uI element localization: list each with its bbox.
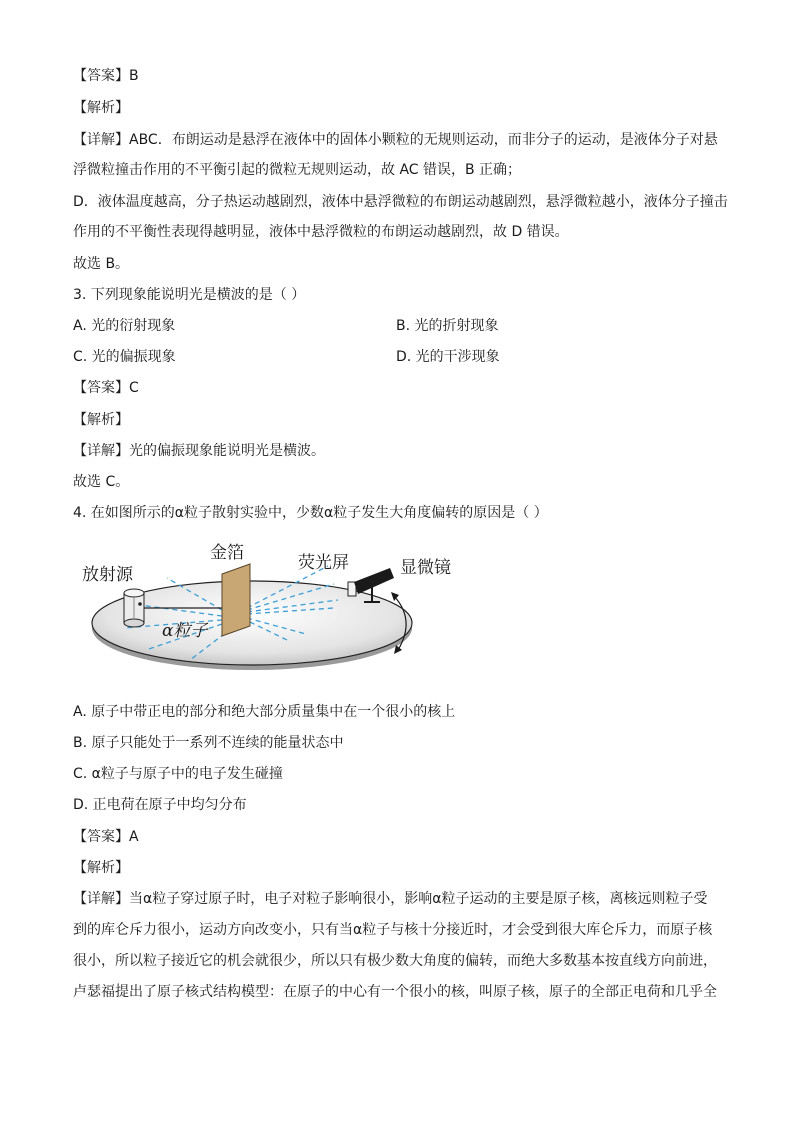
- q2-analysis-heading: 【解析】: [73, 100, 129, 116]
- alpha-scattering-figure: [72, 538, 451, 678]
- q4-detail-line-4: 卢瑟福提出了原子核式结构模型：在原子的中心有一个很小的核，叫原子核，原子的全部正电荷和几乎全: [73, 984, 717, 1000]
- alpha-scattering-diagram: [72, 538, 432, 678]
- q4-detail-line-2: 到的库仑斥力很小，运动方向改变小，只有当α粒子与核十分接近时，才会受到很大库仑斥力，而原子核: [73, 922, 713, 938]
- label-alpha-particle: α粒子: [162, 621, 208, 641]
- q4-answer: 【答案】A: [73, 829, 139, 845]
- q3-option-a: A. 光的衍射现象: [73, 318, 176, 334]
- q3-analysis-heading: 【解析】: [73, 412, 129, 428]
- q4-option-c: C. α粒子与原子中的电子发生碰撞: [73, 766, 283, 782]
- q4-question: 4. 在如图所示的α粒子散射实验中，少数α粒子发生大角度偏转的原因是（ ）: [73, 505, 548, 521]
- q2-detail-line-4: 作用的不平衡性表现得越明显，液体中悬浮微粒的布朗运动越剧烈，故 D 错误。: [73, 224, 569, 240]
- q3-option-b: B. 光的折射现象: [396, 318, 499, 334]
- q2-answer: 【答案】B: [73, 68, 139, 84]
- q3-conclusion: 故选 C。: [73, 474, 130, 490]
- gold-foil: [222, 564, 250, 636]
- q4-detail-line-3: 很小，所以粒子接近它的机会就很少，所以只有极少数大角度的偏转，而绝大多数基本按直线方向前进，: [73, 953, 717, 969]
- q4-option-a: A. 原子中带正电的部分和绝大部分质量集中在一个很小的核上: [73, 704, 456, 720]
- q4-option-d: D. 正电荷在原子中均匀分布: [73, 797, 247, 813]
- q2-conclusion: 故选 B。: [73, 256, 130, 272]
- label-gold-foil: 金箔: [210, 543, 244, 563]
- q4-option-b: B. 原子只能处于一系列不连续的能量状态中: [73, 735, 344, 751]
- q3-question: 3. 下列现象能说明光是横波的是（ ）: [73, 287, 306, 303]
- q2-detail-line-1: 【详解】ABC．布朗运动是悬浮在液体中的固体小颗粒的无规则运动，而非分子的运动，是液体分子对悬: [73, 132, 718, 148]
- q4-detail-line-1: 【详解】当α粒子穿过原子时，电子对粒子影响很小，影响α粒子运动的主要是原子核，离核远则粒子受: [73, 891, 708, 907]
- q2-detail-line-3: D．液体温度越高，分子热运动越剧烈，液体中悬浮微粒的布朗运动越剧烈，悬浮微粒越小，液体分子撞击: [73, 194, 728, 210]
- label-microscope: 显微镜: [400, 558, 451, 578]
- q3-option-c: C. 光的偏振现象: [73, 349, 176, 365]
- q4-analysis-heading: 【解析】: [73, 860, 129, 876]
- label-fluorescent-screen: 荧光屏: [298, 553, 349, 573]
- q2-detail-line-2: 浮微粒撞击作用的不平衡引起的微粒无规则运动，故 AC 错误，B 正确；: [73, 162, 522, 178]
- q3-answer: 【答案】C: [73, 380, 139, 396]
- radioactive-source: [124, 589, 144, 627]
- label-radioactive-source: 放射源: [82, 565, 133, 585]
- q3-detail: 【详解】光的偏振现象能说明光是横波。: [73, 443, 325, 459]
- q3-option-d: D. 光的干涉现象: [396, 349, 500, 365]
